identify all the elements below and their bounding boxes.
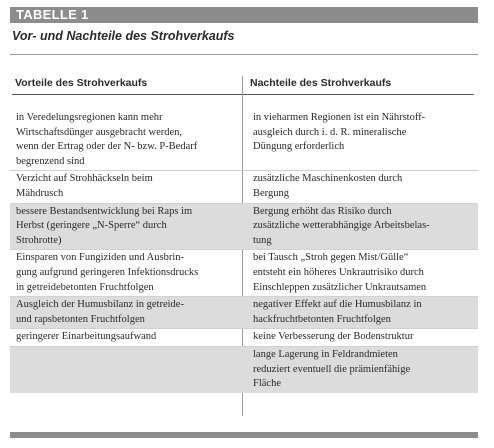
disadvantage-cell: lange Lagerung in Feldrandmieten reduziert eventuell die prämienfähige Fläche: [243, 347, 478, 393]
table-row: [10, 329, 478, 347]
advantage-cell: Einsparen von Fungiziden und Ausbrin- gung aufgrund geringeren Infektionsdrucks in getreidebetonten Fruchtfolgen: [16, 252, 199, 293]
table-row: [10, 250, 478, 297]
table-row: [10, 347, 478, 393]
disadvantage-cell: Bergung erhöht das Risiko durch zusätzliche wetterabhängige Arbeitsbelas- tung: [243, 204, 478, 250]
advantage-cell: [10, 347, 243, 393]
table-row: [10, 204, 478, 251]
table-body: [10, 110, 478, 393]
disadvantage-cell: keine Verbesserung der Bodenstruktur: [253, 331, 414, 343]
table-row: [10, 171, 478, 203]
table-title: Vor- und Nachteile des Strohverkaufs: [12, 29, 235, 43]
table-footer-bar: [10, 432, 478, 438]
advantage-cell: Ausgleich der Humusbilanz in getreide- und rapsbetonten Fruchtfolgen: [10, 297, 243, 328]
column-header-advantages: Vorteile des Strohverkaufs: [15, 77, 148, 89]
disadvantage-cell: negativer Effekt auf die Humusbilanz in hackfruchtbetonten Fruchtfolgen: [243, 297, 478, 328]
disadvantage-cell: bei Tausch „Stroh gegen Mist/Gülle“ entsteht ein höheres Unkrautrisiko durch Einschleppen zusätzlicher Unkrautsamen: [253, 252, 427, 293]
advantage-cell: geringerer Einarbeitungsaufwand: [16, 331, 157, 343]
advantage-cell: in Veredelungsregionen kann mehr Wirtschaftsdünger ausgebracht werden, wenn der Ertrag oder der N- bzw. P-Bedarf begrenzend sind: [16, 112, 198, 167]
table-row: [10, 110, 478, 171]
advantage-cell: Verzicht auf Strohhäckseln beim Mähdrusch: [16, 173, 153, 199]
advantage-cell: bessere Bestandsentwicklung bei Raps im Herbst (geringere „N-Sperre“ durch Strohrotte): [10, 204, 243, 250]
table-label-bar: [10, 7, 478, 23]
header-underline: [12, 94, 474, 95]
column-header-disadvantages: Nachteile des Strohverkaufs: [250, 77, 392, 89]
disadvantage-cell: in vieharmen Regionen ist ein Nährstoff- ausgleich durch i. d. R. mineralische Düngung erforderlich: [253, 112, 426, 153]
header-divider: [10, 54, 478, 55]
disadvantage-cell: zusätzliche Maschinenkosten durch Bergung: [253, 173, 403, 199]
table-label: TABELLE 1: [16, 7, 89, 22]
table-row: [10, 297, 478, 329]
